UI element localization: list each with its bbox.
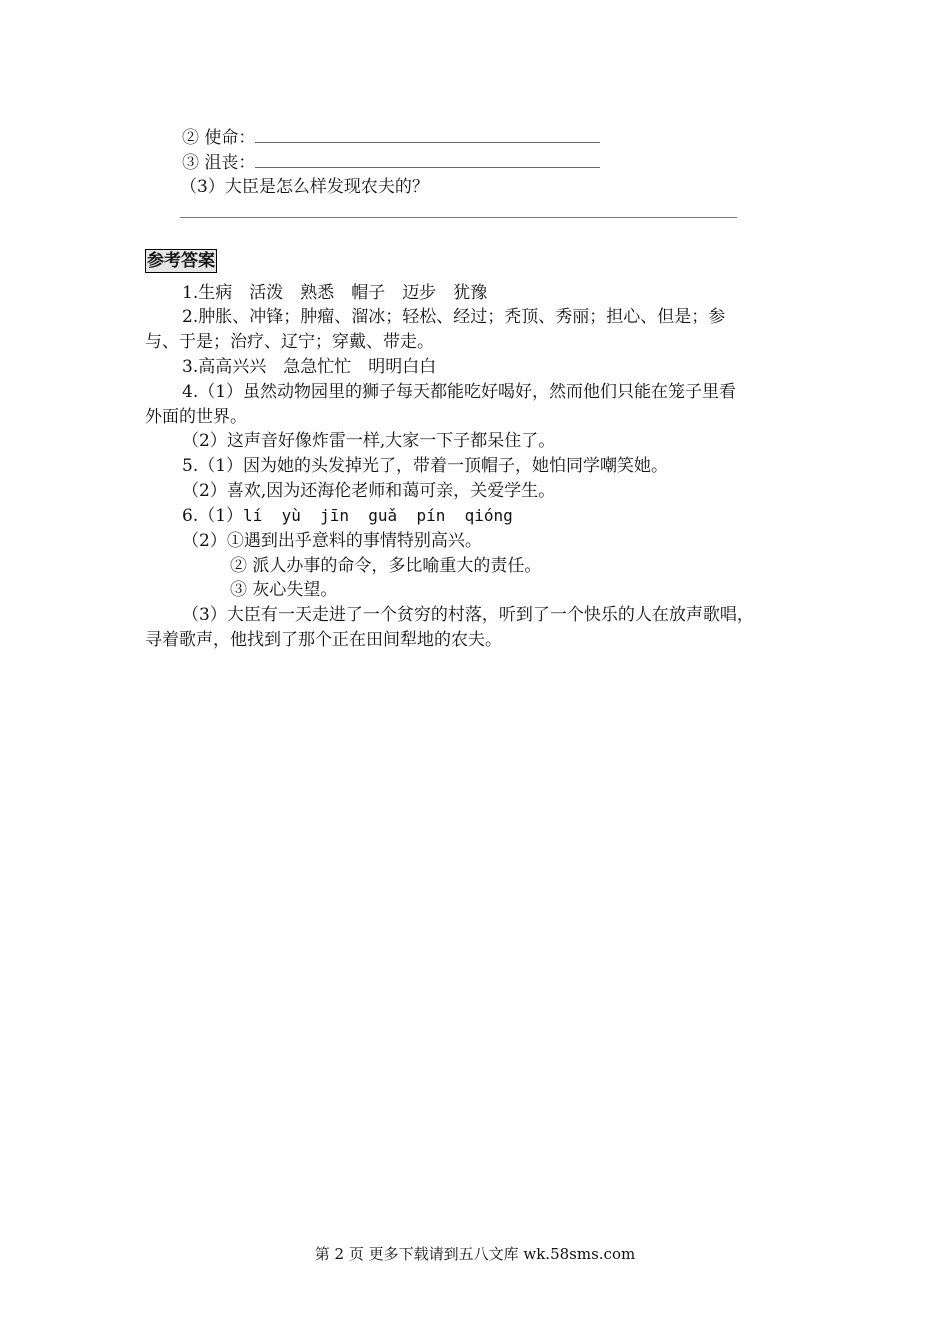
answer-3: 3.高高兴兴 急急忙忙 明明白白	[182, 357, 437, 377]
answer-6-3-line1: （3）大臣有一天走进了一个贫穷的村落，听到了一个快乐的人在放声歌唱，	[182, 605, 754, 625]
q3-prompt: （3）大臣是怎么样发现农夫的？	[180, 177, 429, 197]
answer-4-2: （2）这声音好像炸雷一样,大家一下子都呆住了。	[182, 431, 556, 451]
answer-6-1-pinyin: lí yù jīn guǎ pín qióng	[243, 506, 513, 525]
q2-item-shiming-label: ② 使命：	[182, 128, 256, 148]
answer-1: 1.生病 活泼 熟悉 帽子 迈步 犹豫	[182, 283, 488, 303]
answer-4-1-line2: 外面的世界。	[145, 407, 247, 427]
answer-6-2-2: ② 派人办事的命令，多比喻重大的责任。	[230, 556, 542, 576]
q2-item-jusang	[182, 152, 600, 174]
answer-6-2-3: ③ 灰心失望。	[230, 580, 338, 600]
q2-item-shiming	[182, 127, 600, 149]
q2-item-jusang-label: ③ 沮丧：	[182, 153, 256, 173]
answer-6-2-1: （2）①遇到出乎意料的事情特别高兴。	[182, 531, 482, 551]
answer-blank	[255, 128, 600, 143]
answer-blank	[255, 153, 600, 168]
answers-heading: 参考答案	[147, 251, 215, 271]
page-footer: 第 2 页 更多下载请到五八文库 wk.58sms.com	[314, 1245, 636, 1263]
answer-6-3-line2: 寻着歌声，他找到了那个正在田间犁地的农夫。	[145, 630, 502, 650]
answer-4-1-line1: 4.（1）虽然动物园里的狮子每天都能吃好喝好，然而他们只能在笼子里看	[182, 382, 737, 402]
answer-line	[180, 217, 737, 218]
answer-6-1	[182, 505, 513, 527]
answer-5-2: （2）喜欢,因为还海伦老师和蔼可亲，关爱学生。	[182, 481, 556, 501]
answer-2-line1: 2.肿胀、冲锋；肿瘤、溜冰；轻松、经过；秃顶、秀丽；担心、但是；参	[182, 307, 726, 327]
answer-2-line2: 与、于是；治疗、辽宁；穿戴、带走。	[145, 332, 434, 352]
answer-6-1-prefix: 6.（1）	[182, 506, 244, 526]
answer-5-1: 5.（1）因为她的头发掉光了，带着一顶帽子，她怕同学嘲笑她。	[182, 456, 669, 476]
